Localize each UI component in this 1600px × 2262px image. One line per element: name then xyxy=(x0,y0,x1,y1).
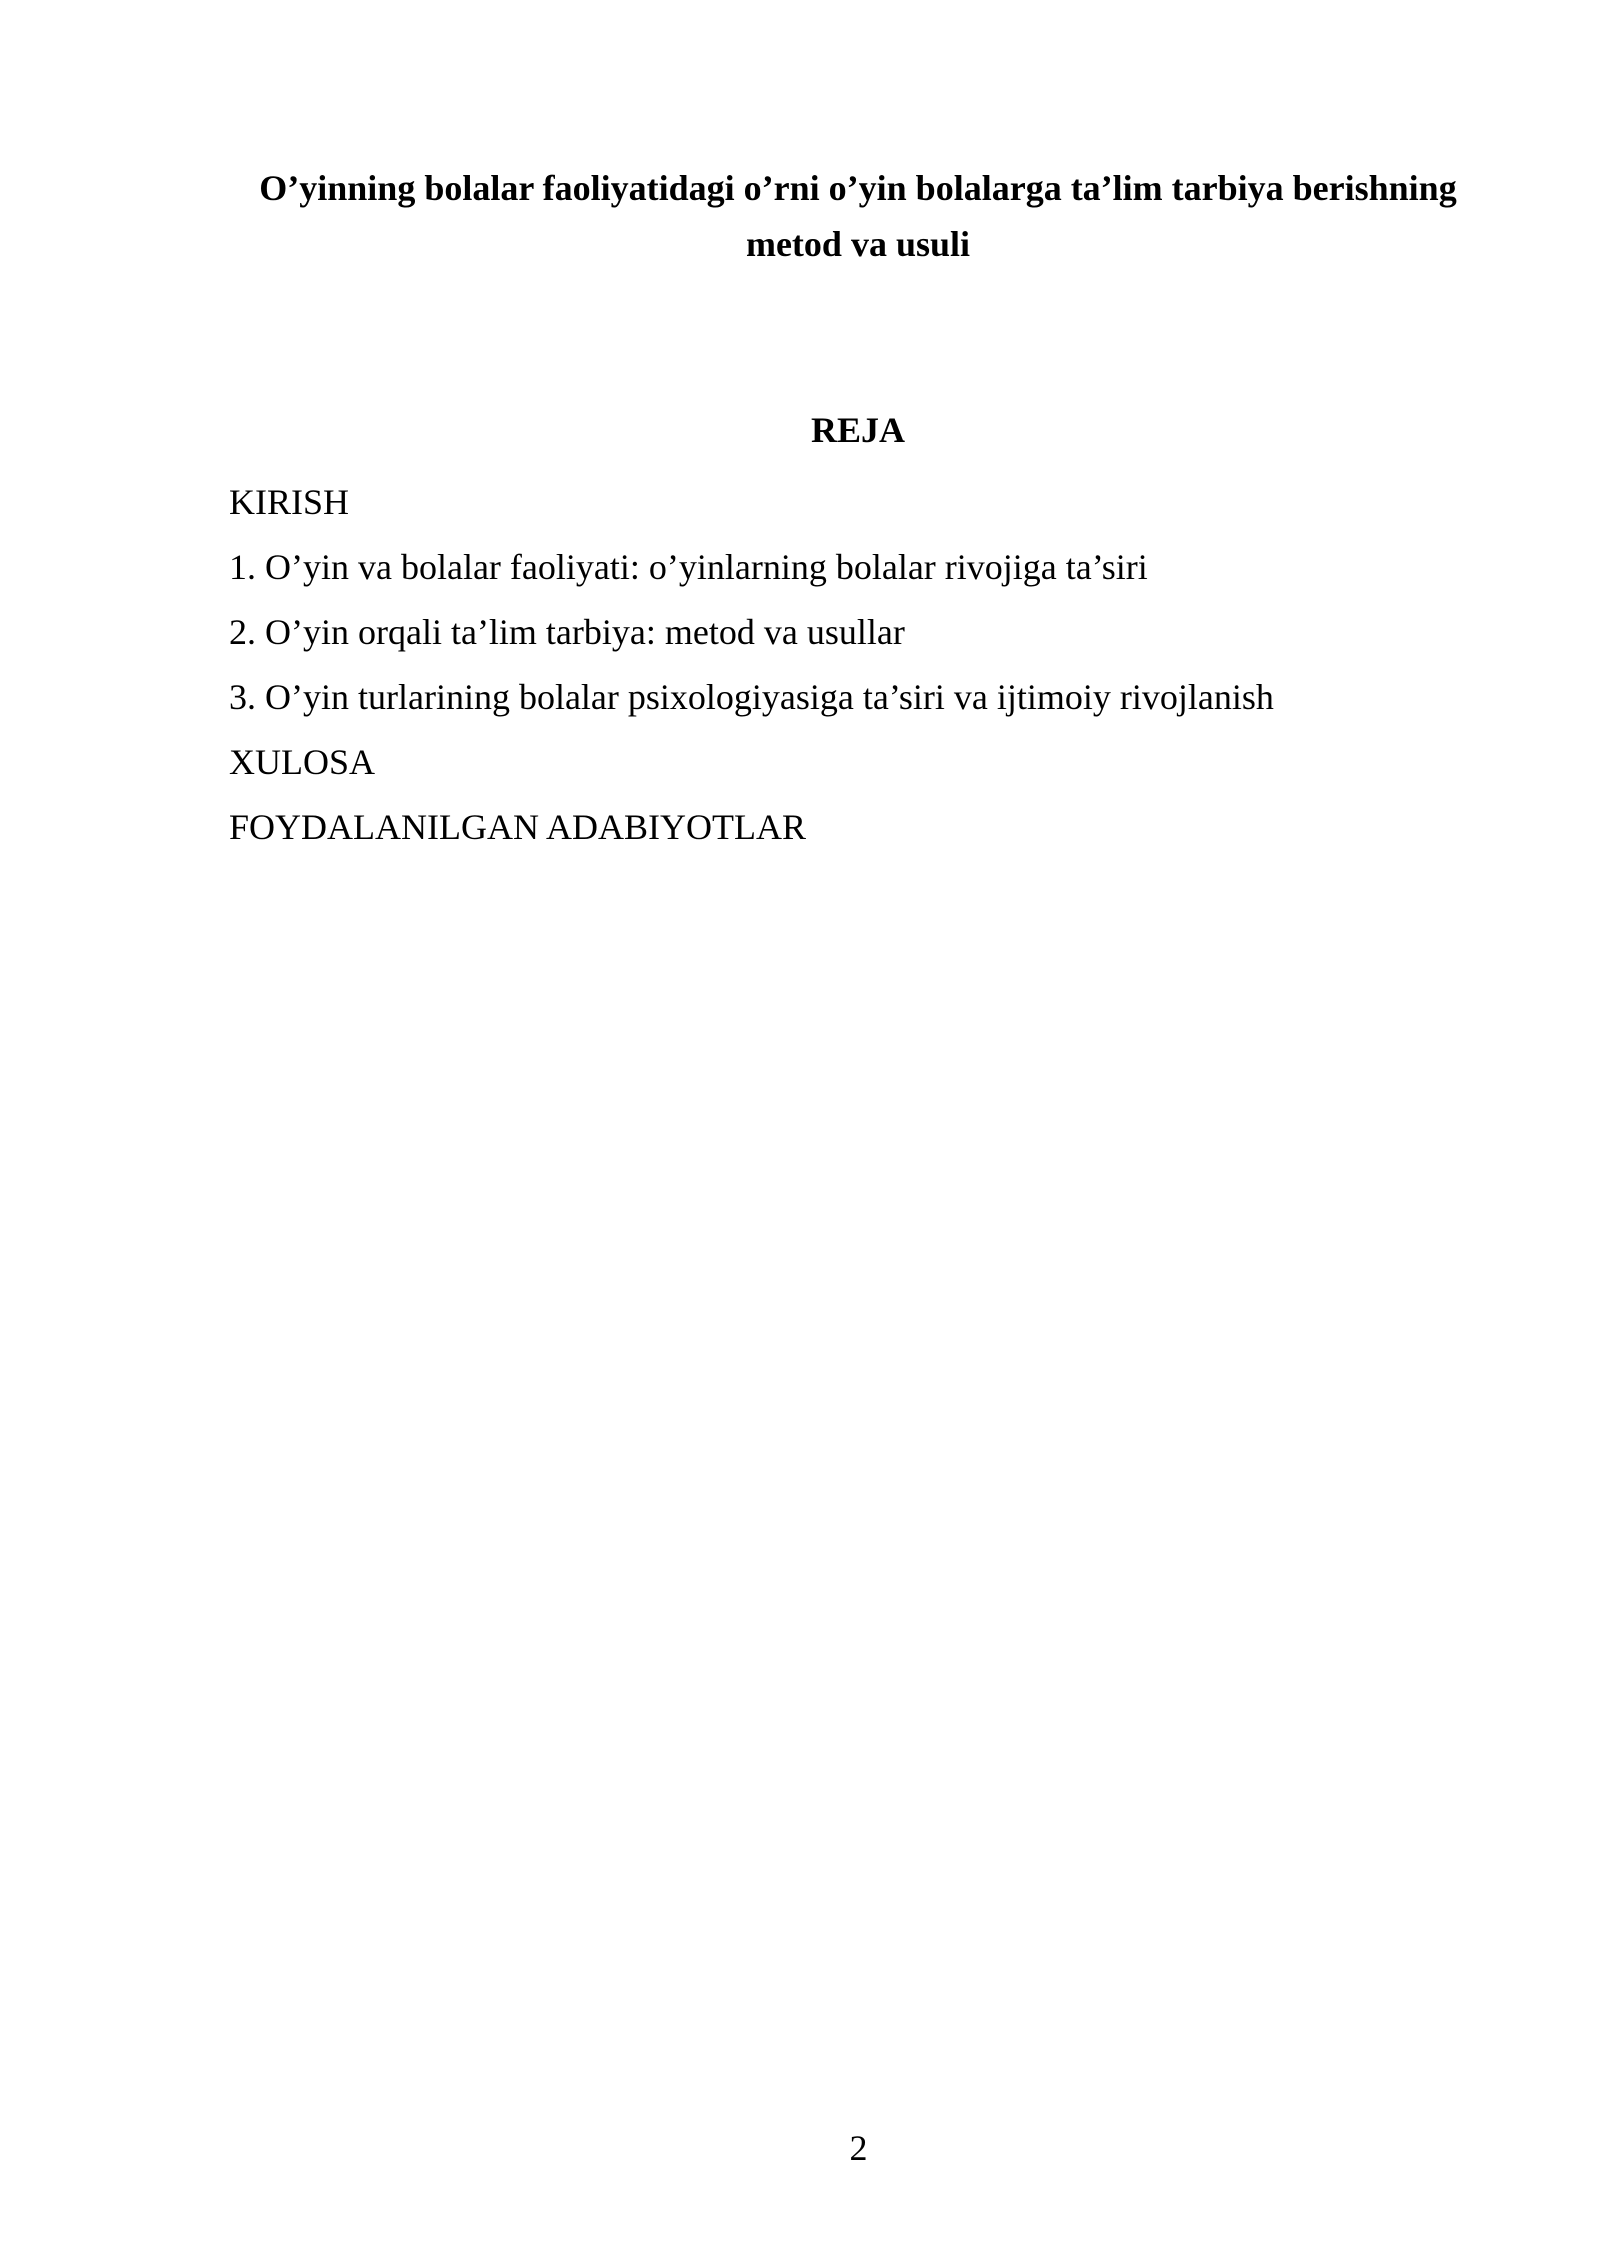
plan-list xyxy=(229,470,1489,860)
plan-item-1: 1. O’yin va bolalar faoliyati: o’yinlarning bolalar rivojiga ta’siri xyxy=(229,547,1148,587)
plan-item-references: FOYDALANILGAN ADABIYOTLAR xyxy=(229,807,806,847)
plan-heading: REJA xyxy=(810,410,905,450)
document-title-line-1: O’yinning bolalar faoliyatidagi o’rni o’yin bolalarga ta’lim tarbiya berishning xyxy=(259,168,1457,208)
plan-item-conclusion: XULOSA xyxy=(229,742,376,782)
document-title xyxy=(228,160,1488,272)
plan-item-3: 3. O’yin turlarining bolalar psixologiyasiga ta’siri va ijtimoiy rivojlanish xyxy=(229,677,1274,717)
page-number: 2 xyxy=(849,2128,868,2168)
document-title-line-2: metod va usuli xyxy=(745,224,971,264)
plan-item-introduction: KIRISH xyxy=(229,482,350,522)
plan-item-2: 2. O’yin orqali ta’lim tarbiya: metod va usullar xyxy=(229,612,905,652)
